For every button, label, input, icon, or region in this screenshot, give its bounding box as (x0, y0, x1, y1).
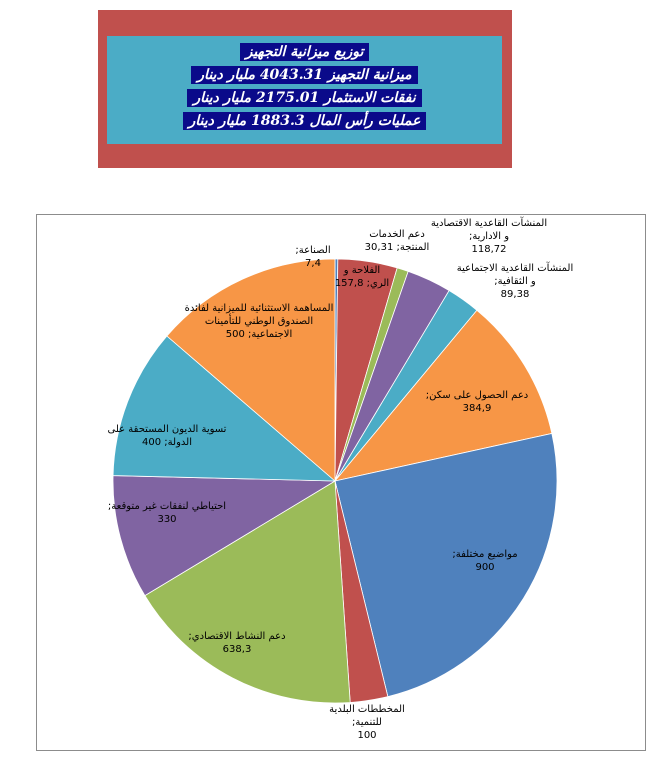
chart-area (36, 214, 646, 751)
slice-label: دعم الحصول على سكن; 384,9 (425, 390, 529, 414)
slice-label: تسوية الديون المستحقة على الدولة; 400 (107, 424, 227, 448)
slice-label: المخططات البلدية للتنمية; 100 (329, 704, 405, 741)
slice-label: المساهمة الاستثنائية للميزانية لفائدة الصندوق الوطني للتأمينات الاجتماعية; 500 (184, 303, 334, 340)
slice-label: الفلاحة و الري; 157,8 (334, 265, 390, 289)
slice-label: المنشآت القاعدية الاقتصادية و الادارية; 118,72 (430, 218, 548, 255)
slice-label: دعم النشاط الاقتصادي; 638,3 (188, 631, 286, 655)
slice-label: الصناعة; 7,4 (295, 245, 331, 269)
title-banner (98, 10, 512, 168)
slice-label: دعم الخدمات المنتجة; 30,31 (364, 229, 430, 253)
banner-total-equipment: ميزانية التجهيز 4043.31 مليار دينار (191, 66, 417, 84)
slice-label: المنشآت القاعدية الاجتماعية و الثقافية; 89,38 (456, 263, 574, 300)
slice-label: احتياطي لنفقات غير متوقعة; 330 (107, 501, 227, 525)
banner-title: توزيع ميزانية التجهيز (240, 43, 370, 61)
banner-capital-operations: عمليات رأس المال 1883.3 مليار دينار (183, 112, 427, 130)
slice-label: مواضيع مختلفة; 900 (452, 549, 518, 573)
banner-investment-expenses: نفقات الاستثمار 2175.01 مليار دينار (187, 89, 421, 107)
pie-chart (37, 215, 645, 750)
title-lines (107, 42, 502, 134)
title-panel (107, 36, 502, 144)
